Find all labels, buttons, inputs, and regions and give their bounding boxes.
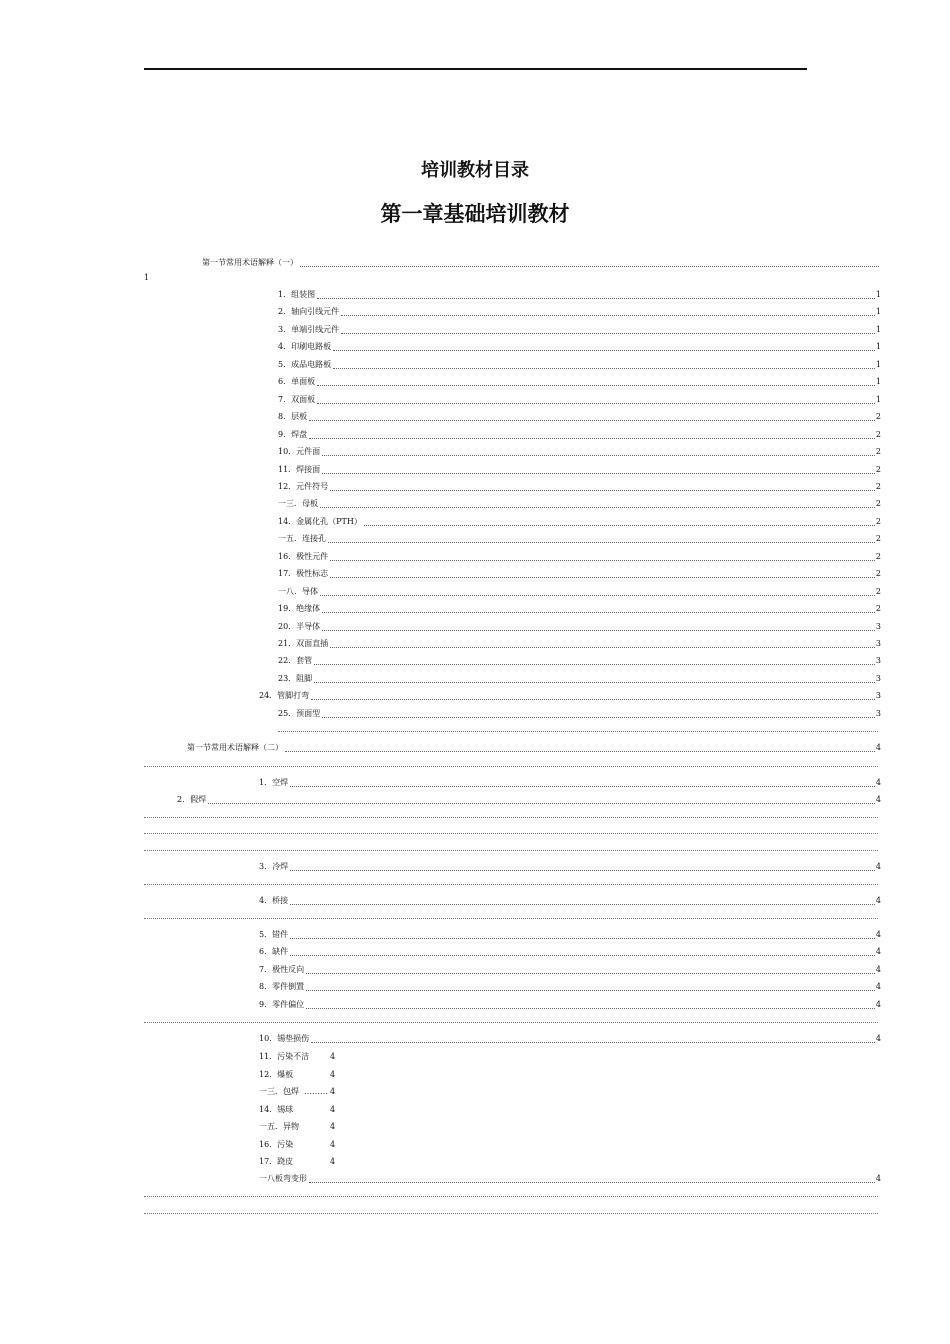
dot-leader	[317, 297, 875, 299]
toc-page-number: 3	[875, 708, 881, 718]
toc-page-number: 1	[875, 377, 881, 387]
toc-page-number: 2	[875, 569, 881, 579]
toc-item[interactable]	[278, 672, 881, 686]
toc-item[interactable]	[278, 567, 881, 581]
dot-leader	[306, 972, 875, 974]
dot-leader	[290, 785, 875, 787]
toc-item-label: 8．层板	[278, 412, 308, 422]
toc-item[interactable]	[177, 793, 881, 807]
toc-item-label: 5．错件	[259, 930, 289, 939]
toc-item[interactable]	[259, 980, 881, 994]
toc-item-label: 16．极性元件	[278, 551, 329, 561]
toc-item-label: 一三．母板	[278, 499, 318, 509]
toc-item-label: 17．跷皮	[259, 1157, 294, 1166]
toc-page-number: 4	[875, 778, 881, 787]
dot-rule	[144, 766, 878, 767]
toc-page-number: 3	[875, 639, 881, 648]
chapter-title: 第一章基础培训教材	[380, 201, 570, 226]
toc-page-number: 2	[875, 412, 881, 422]
toc-item[interactable]	[259, 776, 881, 790]
toc-page-number: 4	[330, 1122, 336, 1131]
dot-rule	[144, 817, 878, 818]
dot-leader	[317, 384, 875, 386]
toc-item[interactable]	[259, 998, 881, 1012]
dot-leader	[322, 472, 875, 474]
toc-item-label: 10．锡垫损伤	[259, 1034, 310, 1043]
dot-leader	[330, 559, 875, 561]
toc-section-1[interactable]	[202, 256, 880, 270]
toc-item-label: 4．印刷电路板	[278, 342, 332, 352]
dot-leader	[330, 489, 875, 491]
toc-page-number: 2	[875, 481, 881, 491]
toc-page-number: 3	[875, 691, 881, 701]
toc-item[interactable]	[259, 1085, 335, 1099]
toc-page-number: 4	[875, 1174, 881, 1183]
dot-leader	[290, 954, 875, 956]
toc-item-label: 9．零件偏位	[259, 1000, 305, 1009]
dot-rule	[278, 731, 878, 732]
toc-page-number: 2	[875, 604, 881, 614]
dot-leader	[320, 594, 875, 596]
dot-leader	[322, 454, 875, 456]
toc-page-number: 1	[875, 290, 881, 299]
toc-item[interactable]	[278, 550, 881, 564]
toc-item-label: 16．污染	[259, 1139, 294, 1149]
toc-item[interactable]	[259, 1120, 335, 1134]
toc-item[interactable]	[278, 463, 881, 477]
toc-item[interactable]	[259, 689, 881, 703]
toc-page-number: 4	[875, 947, 881, 956]
toc-item-label: 19．绝缘体	[278, 604, 321, 614]
dot-leader	[306, 1007, 875, 1009]
dot-rule	[144, 1022, 878, 1023]
toc-page-number: 3	[875, 673, 881, 683]
toc-page-number: 4	[875, 896, 881, 905]
toc-item[interactable]	[278, 393, 881, 407]
toc-item-label: 22．套管	[278, 656, 313, 666]
toc-item-label: 24．管脚打弯	[259, 691, 310, 701]
toc-item[interactable]	[259, 1068, 335, 1082]
toc-page-number: 2	[875, 429, 881, 439]
toc-page-number: 2	[875, 534, 881, 544]
dot-rule	[144, 833, 878, 834]
toc-item-label: 10．元件面	[278, 447, 321, 457]
toc-page-number: 4	[330, 1139, 336, 1149]
dot-leader	[328, 541, 875, 543]
toc-item[interactable]	[278, 532, 881, 546]
toc-item-label: 一五．连接孔	[278, 534, 326, 544]
toc-item[interactable]	[278, 358, 881, 372]
toc-page-number: 4	[875, 1000, 881, 1009]
toc-item-label: 4．桥接	[259, 896, 289, 905]
dot-leader	[364, 524, 875, 526]
toc-page-number: 4	[875, 982, 881, 991]
dot-leader	[333, 349, 875, 351]
toc-page-number: 4	[330, 1157, 336, 1166]
toc-item[interactable]	[278, 480, 881, 494]
dot-leader	[309, 419, 875, 421]
toc-section-label: 第一节常用术语解释（二）	[187, 743, 283, 752]
toc-page-number: 4	[875, 930, 881, 939]
toc-item-label: 2．轴向引线元件	[278, 307, 340, 317]
toc-item[interactable]	[278, 637, 881, 651]
toc-item[interactable]	[259, 963, 881, 977]
toc-item-label: 6．单面板	[278, 377, 316, 387]
toc-item-label: 6．缺件	[259, 947, 289, 956]
toc-page-number: 2	[875, 499, 881, 509]
toc-page-number: 4	[875, 1034, 881, 1043]
dot-rule	[144, 918, 878, 919]
toc-item-label: 23．阻脚	[278, 673, 313, 683]
dot-leader	[341, 332, 875, 334]
toc-page-number: 1	[875, 324, 881, 334]
toc-page-number: 3	[875, 656, 881, 666]
toc-item[interactable]	[278, 410, 881, 424]
toc-item-label: 25．预面型	[278, 708, 321, 718]
toc-page-number: 2	[875, 464, 881, 474]
dot-leader	[320, 506, 875, 508]
toc-item-label: 8．零件倒置	[259, 982, 305, 991]
toc-item-last[interactable]	[259, 1172, 881, 1186]
toc-item-label: 9．焊盘	[278, 429, 308, 439]
toc-item-label: 21．双面直插	[278, 639, 329, 648]
toc-item-label: 20．半导体	[278, 621, 321, 631]
toc-item[interactable]	[259, 1155, 335, 1169]
toc-page-number: 1	[875, 394, 881, 404]
toc-item-label: 12．元件符号	[278, 481, 329, 491]
toc-page-number: 4	[875, 862, 881, 871]
dot-leader	[311, 698, 875, 700]
toc-item-label: 3．单端引线元件	[278, 324, 340, 334]
toc-item[interactable]	[278, 305, 881, 319]
dot-leader	[285, 750, 875, 752]
toc-item-label: 一八板弯变形	[259, 1174, 307, 1183]
dot-leader	[322, 716, 875, 718]
toc-item[interactable]	[259, 894, 881, 908]
toc-item-label: 一五．异物	[259, 1122, 299, 1131]
toc-item-label: 11．污染不洁	[259, 1052, 310, 1061]
toc-page-number: 2	[875, 447, 881, 457]
toc-item[interactable]	[278, 585, 881, 599]
dot-leader	[341, 314, 875, 316]
toc-item[interactable]	[259, 928, 881, 942]
toc-page-number: 3	[875, 621, 881, 631]
dot-leader	[290, 937, 875, 939]
dot-leader	[330, 576, 875, 578]
dot-leader	[314, 663, 875, 665]
toc-item-label: 一八．导体	[278, 586, 318, 596]
toc-page-number: 4	[330, 1069, 336, 1079]
toc-page-number: 1	[875, 342, 881, 352]
dot-leader	[322, 629, 875, 631]
toc-item[interactable]	[278, 707, 881, 721]
toc-page-number: 4	[330, 1087, 336, 1096]
dot-leader	[290, 869, 875, 871]
toc-item-label: 12．爆板	[259, 1069, 294, 1079]
toc-item[interactable]	[278, 428, 881, 442]
toc-item[interactable]	[278, 445, 881, 459]
dot-leader	[300, 265, 879, 267]
toc-item-label: 2．假焊	[177, 795, 207, 804]
toc-item-label: 7．极性反向	[259, 965, 305, 974]
toc-item[interactable]	[259, 1050, 335, 1064]
dot-rule	[144, 850, 878, 851]
toc-item-label: 14．金属化孔（PTH）	[278, 516, 362, 526]
toc-section-1-page: 1	[144, 273, 150, 282]
toc-item[interactable]	[259, 1032, 881, 1046]
toc-item-label: 14．锡球	[259, 1104, 294, 1114]
toc-page-number: 2	[875, 586, 881, 596]
dot-leader: ………	[304, 1087, 328, 1096]
toc-item[interactable]	[278, 323, 881, 337]
toc-item-label: 17．极性标志	[278, 569, 329, 579]
toc-item[interactable]	[259, 860, 881, 874]
dot-leader	[306, 989, 875, 991]
dot-leader	[322, 611, 875, 613]
page-title: 培训教材目录	[421, 160, 529, 181]
toc-item[interactable]	[259, 1138, 335, 1152]
toc-item[interactable]	[278, 375, 881, 389]
toc-item[interactable]	[278, 497, 881, 511]
dot-leader	[311, 1041, 875, 1043]
toc-item[interactable]	[278, 602, 881, 616]
dot-leader	[290, 903, 875, 905]
dot-leader	[314, 681, 875, 683]
toc-page-number: 4	[875, 795, 881, 804]
dot-leader	[208, 802, 875, 804]
toc-page-number: 4	[875, 743, 881, 752]
toc-item-label: 1．组装图	[278, 290, 316, 299]
toc-page-number: 1	[875, 359, 881, 369]
toc-item-label: 5．成品电路板	[278, 359, 332, 369]
dot-leader	[309, 437, 875, 439]
toc-item[interactable]	[278, 288, 881, 302]
toc-item[interactable]	[259, 1103, 335, 1117]
dot-rule	[144, 1196, 878, 1197]
toc-page-number: 2	[875, 551, 881, 561]
dot-leader	[309, 1181, 875, 1183]
toc-item[interactable]	[259, 945, 881, 959]
toc-section-label: 第一节常用术语解释（一）	[202, 258, 298, 267]
toc-item-label: 1．空焊	[259, 778, 289, 787]
toc-section-2[interactable]	[187, 741, 881, 755]
toc-item[interactable]	[278, 340, 881, 354]
header-rule	[144, 68, 807, 70]
dot-leader	[330, 646, 875, 648]
dot-rule	[144, 1213, 878, 1214]
toc-item[interactable]	[278, 515, 881, 529]
toc-page-number: 1	[875, 307, 881, 317]
toc-page-number: 4	[330, 1104, 336, 1114]
toc-item[interactable]	[278, 620, 881, 634]
toc-item[interactable]	[278, 654, 881, 668]
dot-rule	[144, 884, 878, 885]
toc-item-label: 3．冷焊	[259, 862, 289, 871]
toc-page-number: 2	[875, 516, 881, 526]
dot-leader	[333, 367, 875, 369]
dot-leader	[317, 402, 875, 404]
toc-item-label: 11．焊接面	[278, 464, 321, 474]
toc-page-number: 4	[875, 965, 881, 974]
toc-item-label: 7．双面板	[278, 394, 316, 404]
toc-item-label: 一三．包焊	[259, 1087, 299, 1096]
toc-page-number: 4	[330, 1052, 336, 1061]
